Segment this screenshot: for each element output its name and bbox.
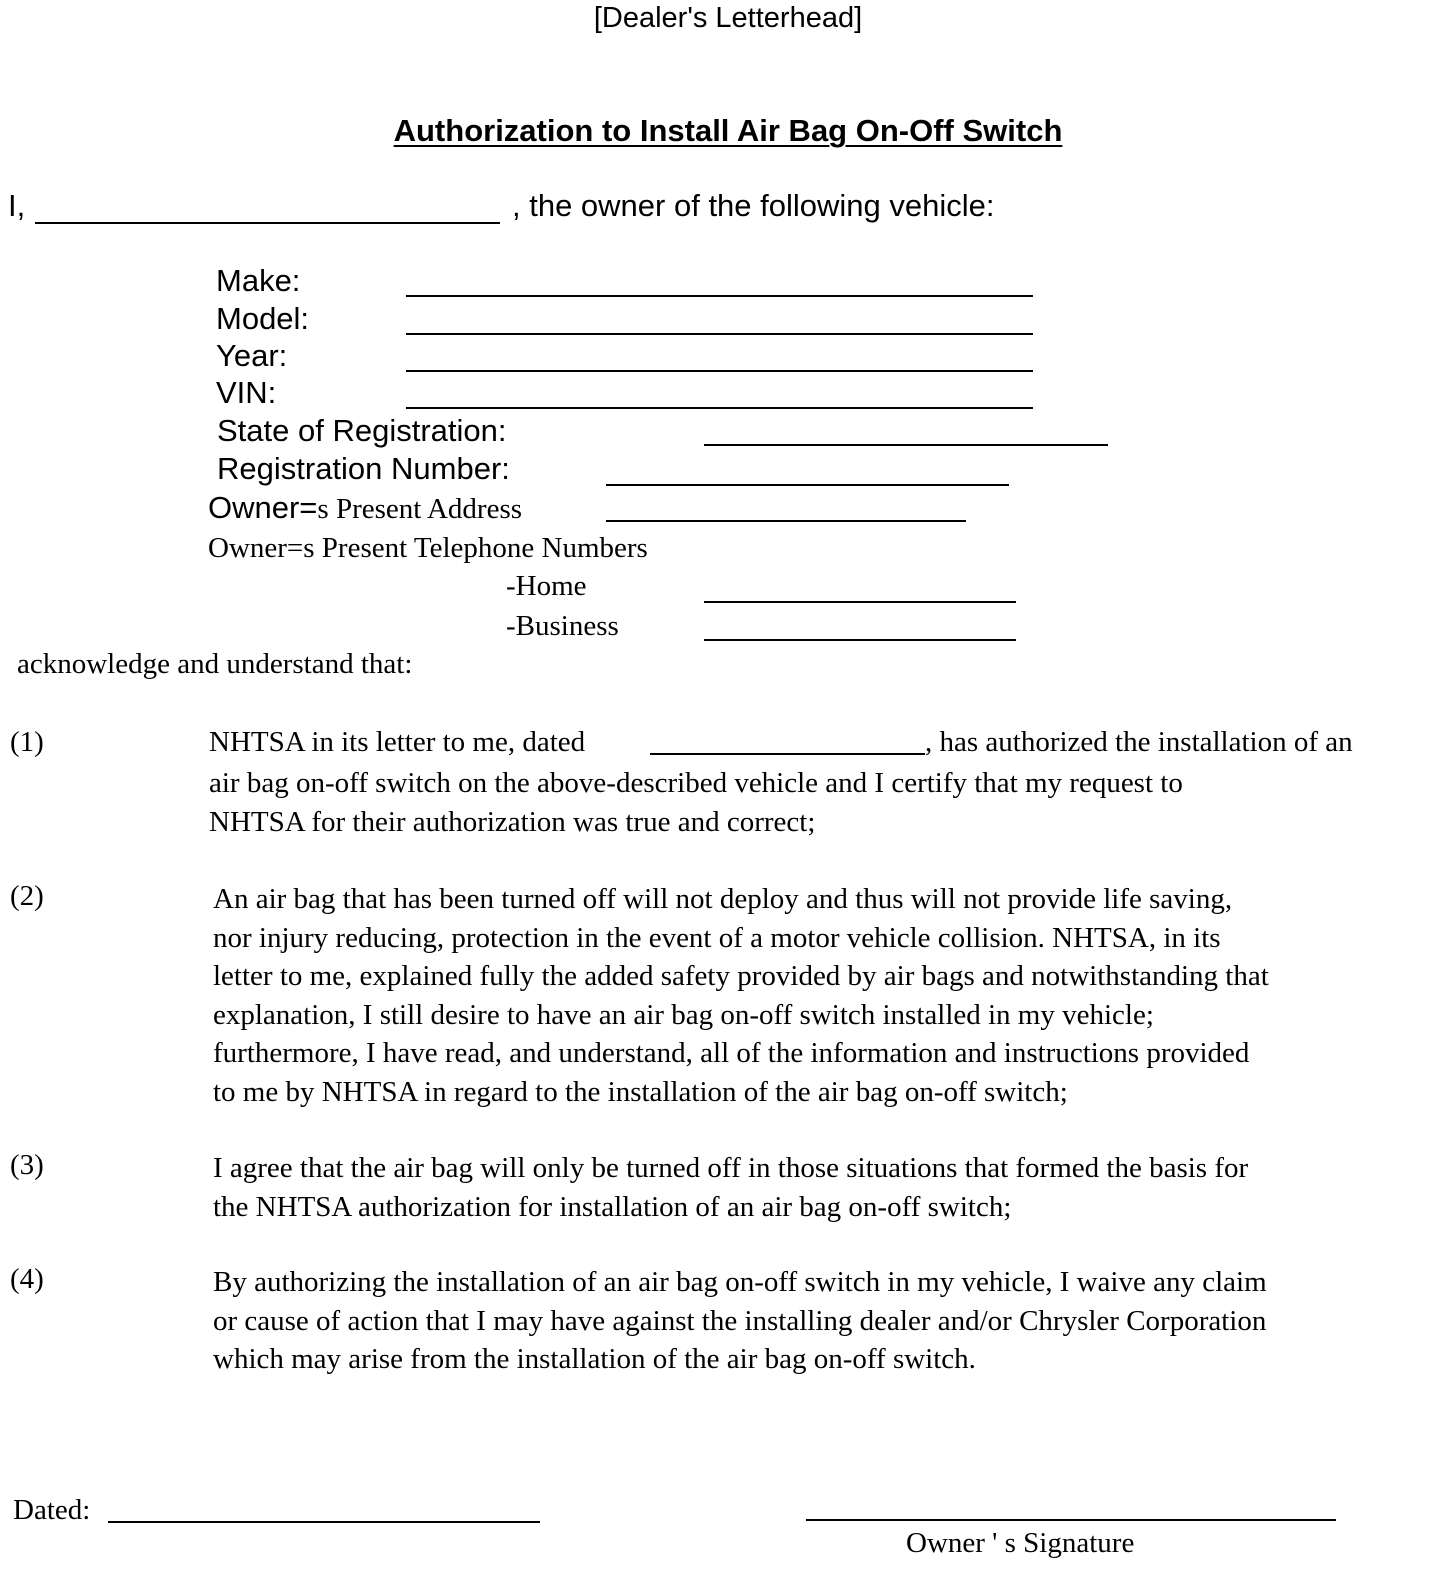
item-1-text-after-blank: , has authorized the installation of an — [925, 726, 1353, 758]
item-number-2: (2) — [10, 880, 44, 912]
letterhead-placeholder: [Dealer's Letterhead] — [593, 2, 863, 34]
item-2-line-2: nor injury reducing, protection in the event of a motor vehicle collision. NHTSA, in its — [213, 921, 1221, 954]
year-blank[interactable] — [406, 370, 1033, 372]
dated-label: Dated: — [13, 1494, 91, 1526]
acknowledge-line: acknowledge and understand that: — [17, 648, 413, 680]
item-1-line-2: NHTSA for their authorization was true and correct; — [209, 805, 816, 838]
item-3-line-2: the NHTSA authorization for installation of an air bag on-off switch; — [213, 1190, 1012, 1223]
item-4-paragraph — [213, 1263, 1433, 1379]
owner-address-blank[interactable] — [606, 520, 966, 522]
item-4-line-1: By authorizing the installation of an air bag on-off switch in my vehicle, I waive any claim — [213, 1266, 1267, 1298]
item-1-line-1: air bag on-off switch on the above-described vehicle and I certify that my request to — [209, 767, 1183, 799]
owner-signature-blank[interactable] — [806, 1519, 1336, 1521]
item-2-line-1: An air bag that has been turned off will not deploy and thus will not provide life saving, — [213, 883, 1233, 915]
business-phone-blank[interactable] — [704, 639, 1016, 641]
state-of-registration-blank[interactable] — [704, 444, 1108, 446]
business-phone-label: -Business — [506, 610, 619, 642]
vin-blank[interactable] — [406, 407, 1033, 409]
item-2-line-4: explanation, I still desire to have an air bag on-off switch installed in my vehicle; — [213, 998, 1154, 1031]
item-2-line-5: furthermore, I have read, and understand, all of the information and instructions provided — [213, 1037, 1250, 1070]
page-title-text: Authorization to Install Air Bag On-Off Switch — [393, 113, 1063, 148]
make-label: Make: — [216, 263, 301, 298]
owner-name-blank[interactable] — [35, 222, 500, 224]
make-blank[interactable] — [406, 295, 1033, 297]
item-2-line-3: letter to me, explained fully the added safety provided by air bags and notwithstanding that — [213, 960, 1269, 993]
item-3-paragraph — [213, 1149, 1433, 1226]
registration-number-label: Registration Number: — [217, 451, 510, 486]
vin-label: VIN: — [216, 375, 277, 410]
home-phone-label: -Home — [506, 570, 587, 602]
intro-prefix: I, — [8, 188, 26, 223]
item-3-line-1: I agree that the air bag will only be turned off in those situations that formed the basis for — [213, 1152, 1249, 1184]
owner-address-label — [208, 490, 522, 526]
item-1-paragraph — [209, 764, 1429, 841]
state-of-registration-label: State of Registration: — [217, 413, 507, 448]
letter-date-blank[interactable] — [650, 753, 925, 755]
item-4-line-3: which may arise from the installation of the air bag on-off switch. — [213, 1343, 976, 1376]
owner-signature-label: Owner ' s Signature — [906, 1527, 1135, 1559]
item-2-line-6: to me by NHTSA in regard to the installation of the air bag on-off switch; — [213, 1075, 1068, 1108]
owner-address-label-rest: s Present Address — [317, 493, 523, 525]
item-number-3: (3) — [10, 1149, 44, 1181]
item-4-line-2: or cause of action that I may have against the installing dealer and/or Chrysler Corporation — [213, 1304, 1267, 1337]
registration-number-blank[interactable] — [606, 484, 1009, 486]
owner-address-label-prefix: Owner= — [208, 490, 318, 525]
model-blank[interactable] — [406, 333, 1033, 335]
dated-blank[interactable] — [108, 1521, 540, 1523]
item-number-1: (1) — [10, 726, 44, 758]
model-label: Model: — [216, 301, 310, 336]
item-1-text-before-blank: NHTSA in its letter to me, dated — [209, 726, 586, 758]
owner-telephone-label: Owner=s Present Telephone Numbers — [208, 532, 648, 564]
page-title — [0, 113, 1456, 149]
item-number-4: (4) — [10, 1263, 44, 1295]
intro-suffix: , the owner of the following vehicle: — [512, 188, 995, 223]
year-label: Year: — [216, 338, 288, 373]
home-phone-blank[interactable] — [704, 601, 1016, 603]
item-2-paragraph — [213, 880, 1433, 1112]
